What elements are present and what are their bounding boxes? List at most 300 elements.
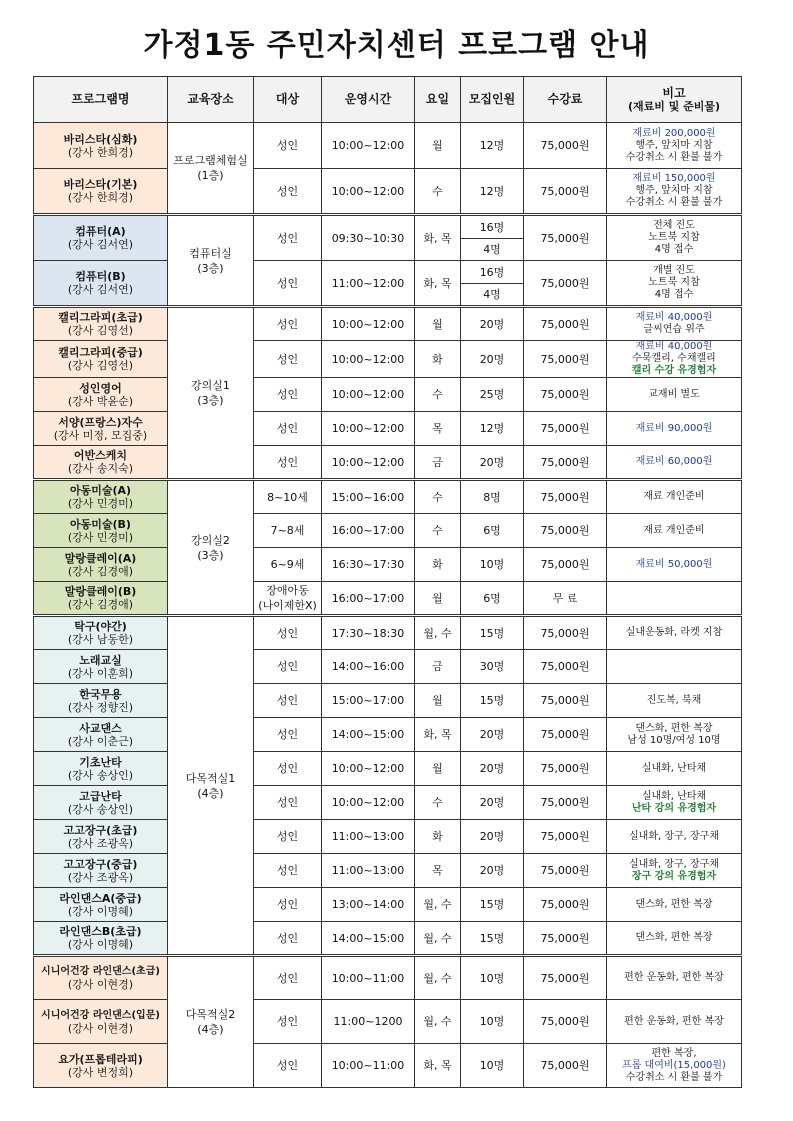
- note-cell: [607, 261, 742, 307]
- time-cell: 10:00~12:00: [322, 169, 415, 215]
- time-cell: 16:00~17:00: [322, 582, 415, 616]
- target-cell: 성인: [254, 922, 322, 956]
- target-cell: 6~9세: [254, 548, 322, 582]
- program-name: 바리스타(기본): [63, 178, 138, 191]
- program-name-cell: [34, 616, 168, 650]
- note-cell: [607, 480, 742, 514]
- note-line: 노트북 지참: [648, 277, 700, 288]
- table-row: [34, 480, 742, 514]
- target-text: 장애아동 (나이제한X): [258, 584, 317, 612]
- capacity-value: 10명: [479, 558, 505, 571]
- program-teacher: (강사 한희경): [67, 191, 134, 204]
- program-teacher: (강사 송지숙): [67, 462, 134, 475]
- program-name-cell: [34, 684, 168, 718]
- capacity-cell: [461, 261, 524, 307]
- capacity-value: 20명: [479, 864, 505, 877]
- note-line: 편한 운동화, 편한 복장: [624, 1015, 724, 1027]
- capacity-cell: [461, 684, 524, 718]
- table-header: [34, 77, 742, 123]
- table-row: [34, 548, 742, 582]
- capacity-value: 30명: [479, 660, 505, 673]
- fee-cell: 75,000원: [524, 1044, 607, 1088]
- header-time: 운영시간: [322, 77, 415, 123]
- fee-cell: 75,000원: [524, 169, 607, 215]
- day-cell: 수: [415, 786, 461, 820]
- capacity-value: 20명: [479, 352, 505, 366]
- time-cell: 11:00~12:00: [322, 261, 415, 307]
- program-name: 고고장구(중급): [63, 857, 138, 871]
- target-cell: 성인: [254, 888, 322, 922]
- time-cell: 10:00~12:00: [322, 752, 415, 786]
- capacity-cell: [461, 616, 524, 650]
- capacity-value: 10명: [479, 1059, 505, 1072]
- note-cell: [607, 169, 742, 215]
- target-cell: [254, 582, 322, 616]
- capacity-cell: [461, 922, 524, 956]
- table-row: [34, 169, 742, 215]
- target-cell: 성인: [254, 956, 322, 1000]
- fee-cell: 75,000원: [524, 215, 607, 261]
- fee-cell: 75,000원: [524, 718, 607, 752]
- capacity-cell: [461, 752, 524, 786]
- day-cell: 금: [415, 650, 461, 684]
- capacity-value: 6명: [483, 591, 501, 605]
- table-row: [34, 718, 742, 752]
- time-cell: 14:00~15:00: [322, 718, 415, 752]
- day-cell: 화, 목: [415, 215, 461, 261]
- place-text: (1층): [197, 169, 224, 182]
- fee-cell: 75,000원: [524, 548, 607, 582]
- page-title: 가정1동 주민자치센터 프로그램 안내: [143, 28, 650, 63]
- note-line: 수묵캘리, 수채캘리: [632, 353, 716, 364]
- note-cell: [607, 341, 742, 378]
- fee-cell: 75,000원: [524, 123, 607, 169]
- time-cell: 14:00~16:00: [322, 650, 415, 684]
- capacity-cell: [461, 1044, 524, 1088]
- program-name: 말랑클레이(A): [64, 551, 137, 565]
- fee-cell: 75,000원: [524, 514, 607, 548]
- fee-cell: 75,000원: [524, 922, 607, 956]
- table-row: [34, 215, 742, 261]
- table-row: [34, 582, 742, 616]
- capacity-value: 20명: [479, 796, 505, 809]
- program-name-cell: [34, 888, 168, 922]
- target-cell: 성인: [254, 752, 322, 786]
- fee-cell: 75,000원: [524, 684, 607, 718]
- note-line: 재료비 50,000원: [635, 558, 713, 570]
- fee-cell: 75,000원: [524, 378, 607, 412]
- time-cell: 10:00~12:00: [322, 412, 415, 446]
- day-cell: 화: [415, 548, 461, 582]
- note-cell: [607, 123, 742, 169]
- capacity-cell: [461, 378, 524, 412]
- program-name: 시니어건강 라인댄스(입문): [41, 1009, 160, 1021]
- program-name: 고급난타: [79, 789, 122, 803]
- program-teacher: (강사 조광옥): [67, 836, 134, 850]
- program-name: 말랑클레이(B): [64, 585, 137, 598]
- capacity-value: 10명: [479, 971, 505, 985]
- capacity-value: 16명: [461, 217, 523, 239]
- capacity-value: 4명: [483, 287, 501, 301]
- target-cell: 성인: [254, 307, 322, 341]
- note-line: 편한 복장,: [651, 1047, 697, 1059]
- note-line: 편한 운동화, 편한 복장: [624, 972, 724, 983]
- target-cell: 성인: [254, 1044, 322, 1088]
- day-cell: 월: [415, 582, 461, 616]
- program-name-cell: [34, 820, 168, 854]
- table-row: [34, 786, 742, 820]
- time-cell: 15:00~16:00: [322, 480, 415, 514]
- table-row: [34, 854, 742, 888]
- capacity-cell: [461, 786, 524, 820]
- target-cell: 성인: [254, 446, 322, 480]
- program-teacher: (강사 남동한): [67, 633, 134, 646]
- table-row: [34, 378, 742, 412]
- note-line: 수강취소 시 환불 불가: [625, 197, 723, 208]
- capacity-value: 15명: [479, 931, 505, 945]
- time-cell: 11:00~1200: [322, 1000, 415, 1044]
- capacity-cell: [461, 123, 524, 169]
- time-cell: 10:00~12:00: [322, 446, 415, 480]
- fee-cell: 75,000원: [524, 412, 607, 446]
- target-cell: 성인: [254, 1000, 322, 1044]
- capacity-cell: [461, 446, 524, 480]
- capacity-value: 16명: [461, 262, 523, 284]
- program-teacher: (강사 박윤순): [67, 394, 134, 408]
- program-name-cell: [34, 412, 168, 446]
- program-name-cell: [34, 123, 168, 169]
- program-teacher: (강사 이훈희): [67, 666, 134, 680]
- program-name: 바리스타(심화): [63, 132, 138, 146]
- capacity-cell: [461, 307, 524, 341]
- place-cell: [168, 616, 254, 956]
- program-name-cell: [34, 650, 168, 684]
- program-name-cell: [34, 752, 168, 786]
- header-fee: 수강료: [524, 77, 607, 123]
- target-cell: 성인: [254, 261, 322, 307]
- program-name: 캘리그라피(중급): [58, 346, 143, 359]
- note-cell: [607, 650, 742, 684]
- day-cell: 화: [415, 820, 461, 854]
- capacity-value: 12명: [479, 422, 505, 435]
- place-text: (4층): [197, 1023, 224, 1036]
- time-cell: 16:30~17:30: [322, 548, 415, 582]
- fee-cell: 75,000원: [524, 854, 607, 888]
- program-name-cell: [34, 446, 168, 480]
- program-teacher: (강사 민경미): [67, 497, 134, 510]
- header-target: 대상: [254, 77, 322, 123]
- header-place: 교육장소: [168, 77, 254, 123]
- program-teacher: (강사 송상인): [67, 802, 134, 816]
- header-program: 프로그램명: [34, 77, 168, 123]
- fee-cell: 75,000원: [524, 1000, 607, 1044]
- note-cell: [607, 1044, 742, 1088]
- table-row: [34, 684, 742, 718]
- note-line: 수강취소 시 환불 불가: [625, 1071, 723, 1083]
- table-row: [34, 446, 742, 480]
- table-row: [34, 922, 742, 956]
- target-cell: 성인: [254, 378, 322, 412]
- capacity-cell: [461, 582, 524, 616]
- program-name: 아동미술(A): [69, 484, 132, 497]
- target-cell: 성인: [254, 718, 322, 752]
- capacity-cell: [461, 650, 524, 684]
- table-row: [34, 123, 742, 169]
- day-cell: 월, 수: [415, 888, 461, 922]
- note-cell: [607, 378, 742, 412]
- table-row: [34, 616, 742, 650]
- program-name: 한국무용: [79, 687, 122, 701]
- day-cell: 화: [415, 341, 461, 378]
- note-line: 재료비 60,000원: [635, 456, 713, 467]
- program-name-cell: [34, 956, 168, 1000]
- place-text: (3층): [197, 394, 224, 407]
- note-cell: [607, 820, 742, 854]
- fee-cell: 75,000원: [524, 261, 607, 307]
- program-teacher: (강사 김서연): [67, 283, 134, 296]
- program-teacher: (강사 김서연): [67, 238, 134, 251]
- time-cell: 10:00~12:00: [322, 123, 415, 169]
- note-cell: [607, 888, 742, 922]
- day-cell: 월: [415, 307, 461, 341]
- note-line: 댄스화, 편한 복장: [635, 932, 713, 943]
- place-cell: [168, 215, 254, 307]
- note-cell: [607, 616, 742, 650]
- time-cell: 17:30~18:30: [322, 616, 415, 650]
- capacity-value: 20명: [479, 728, 505, 741]
- target-cell: 성인: [254, 616, 322, 650]
- note-line: 진도복, 북채: [646, 694, 702, 706]
- program-name-cell: [34, 169, 168, 215]
- note-line: 실내화, 장구, 장구채: [629, 858, 719, 870]
- program-teacher: (강사 이춘근): [67, 734, 134, 748]
- place-text: 강의실1: [191, 379, 230, 392]
- target-cell: 성인: [254, 786, 322, 820]
- note-line: 수강취소 시 환불 불가: [625, 151, 723, 163]
- capacity-value: 25명: [479, 388, 505, 401]
- note-line: 실내운동화, 라켓 지참: [625, 627, 723, 638]
- target-cell: 8~10세: [254, 480, 322, 514]
- program-name: 캘리그라피(초급): [58, 311, 143, 324]
- note-line: 재료비 90,000원: [635, 422, 713, 434]
- capacity-cell: [461, 854, 524, 888]
- capacity-cell: [461, 169, 524, 215]
- day-cell: 월, 수: [415, 1000, 461, 1044]
- program-name: 성인영어: [79, 381, 122, 395]
- program-name-cell: [34, 341, 168, 378]
- place-text: 프로그램체험실: [173, 154, 248, 167]
- table-row: [34, 752, 742, 786]
- target-cell: 성인: [254, 215, 322, 261]
- program-name: 기초난타: [79, 755, 122, 769]
- program-teacher: (강사 조광옥): [67, 870, 134, 884]
- program-name-cell: [34, 582, 168, 616]
- capacity-value: 10명: [479, 1015, 505, 1028]
- table-row: [34, 307, 742, 341]
- target-cell: 성인: [254, 123, 322, 169]
- day-cell: 목: [415, 412, 461, 446]
- fee-cell: 75,000원: [524, 480, 607, 514]
- place-text: (3층): [197, 548, 224, 562]
- table-row: [34, 888, 742, 922]
- program-name-cell: [34, 854, 168, 888]
- time-cell: 10:00~11:00: [322, 956, 415, 1000]
- program-name: 아동미술(B): [70, 517, 131, 531]
- program-teacher: (강사 민경미): [67, 530, 134, 544]
- program-teacher: (강사 정향진): [67, 700, 134, 714]
- capacity-cell: [461, 215, 524, 261]
- program-name-cell: [34, 378, 168, 412]
- day-cell: 월: [415, 123, 461, 169]
- program-name-cell: [34, 261, 168, 307]
- program-name-cell: [34, 1000, 168, 1044]
- program-teacher: (강사 김영선): [67, 359, 134, 372]
- capacity-value: 12명: [479, 184, 505, 198]
- table-body: [34, 123, 742, 1088]
- note-line: 캘리 수강 유경험자: [631, 365, 717, 376]
- place-cell: [168, 480, 254, 616]
- day-cell: 월, 수: [415, 922, 461, 956]
- header-note: [607, 77, 742, 123]
- note-line: 행주, 앞치마 지참: [635, 185, 713, 196]
- note-line: 남성 10명/여성 10명: [627, 734, 721, 746]
- day-cell: 수: [415, 480, 461, 514]
- capacity-value: 20명: [479, 762, 505, 775]
- program-name: 서양(프랑스)자수: [58, 415, 143, 429]
- note-cell: [607, 446, 742, 480]
- day-cell: 수: [415, 514, 461, 548]
- time-cell: 10:00~12:00: [322, 786, 415, 820]
- note-line: 재료비 40,000원: [635, 312, 713, 323]
- capacity-value: 8명: [483, 490, 501, 504]
- program-name-cell: [34, 786, 168, 820]
- program-name-cell: [34, 718, 168, 752]
- program-teacher: (강사 송상인): [67, 768, 134, 782]
- table-row: [34, 412, 742, 446]
- note-line: 실내화, 난타채: [641, 790, 707, 802]
- day-cell: 월: [415, 684, 461, 718]
- note-line: 난타 강의 유경험자: [631, 802, 717, 814]
- capacity-value: 4명: [483, 242, 501, 256]
- table-row: [34, 650, 742, 684]
- capacity-value: 15명: [479, 694, 505, 707]
- day-cell: 금: [415, 446, 461, 480]
- capacity-cell: [461, 412, 524, 446]
- day-cell: 월, 수: [415, 616, 461, 650]
- target-cell: 성인: [254, 341, 322, 378]
- fee-cell: 75,000원: [524, 616, 607, 650]
- table-row: [34, 341, 742, 378]
- capacity-cell: [461, 820, 524, 854]
- place-text: 강의실2: [191, 533, 230, 547]
- place-text: (3층): [197, 261, 224, 275]
- program-teacher: (강사 변정희): [67, 1065, 134, 1079]
- note-line: 재료비 40,000원: [635, 341, 713, 352]
- capacity-cell: [461, 548, 524, 582]
- fee-cell: 75,000원: [524, 888, 607, 922]
- day-cell: 화, 목: [415, 261, 461, 307]
- table-row: [34, 1044, 742, 1088]
- time-cell: 10:00~12:00: [322, 341, 415, 378]
- program-name: 컴퓨터(A): [75, 225, 126, 238]
- place-cell: [168, 956, 254, 1088]
- program-teacher: (강사 김영선): [67, 324, 134, 337]
- program-name-cell: [34, 215, 168, 261]
- fee-cell: 75,000원: [524, 956, 607, 1000]
- fee-cell: 75,000원: [524, 341, 607, 378]
- note-line: 재료비 200,000원: [632, 127, 716, 139]
- target-cell: 성인: [254, 820, 322, 854]
- program-name: 시니어건강 라인댄스(초급): [41, 966, 160, 977]
- day-cell: 수: [415, 378, 461, 412]
- program-teacher: (강사 이현경): [67, 1021, 134, 1035]
- program-teacher: (강사 이명혜): [67, 938, 134, 951]
- header-capacity: 모집인원: [461, 77, 524, 123]
- capacity-cell: [461, 514, 524, 548]
- program-name: 컴퓨터(B): [75, 270, 126, 283]
- capacity-value: 12명: [479, 139, 505, 152]
- time-cell: 15:00~17:00: [322, 684, 415, 718]
- place-cell: [168, 307, 254, 480]
- program-teacher: (강사 한희경): [67, 145, 134, 159]
- time-cell: 16:00~17:00: [322, 514, 415, 548]
- note-cell: [607, 786, 742, 820]
- time-cell: 11:00~13:00: [322, 854, 415, 888]
- program-name-cell: [34, 548, 168, 582]
- program-name-cell: [34, 1044, 168, 1088]
- time-cell: 10:00~12:00: [322, 307, 415, 341]
- note-line: 프롭 대여비(15,000원): [622, 1059, 726, 1071]
- program-name: 라인댄스B(초급): [59, 925, 142, 938]
- target-cell: 성인: [254, 854, 322, 888]
- program-teacher: (강사 이명혜): [67, 904, 134, 918]
- capacity-value: 20명: [479, 317, 505, 331]
- day-cell: 목: [415, 854, 461, 888]
- program-name-cell: [34, 307, 168, 341]
- place-text: (4층): [197, 786, 224, 800]
- program-name-cell: [34, 480, 168, 514]
- capacity-cell: [461, 480, 524, 514]
- fee-cell: 무 료: [524, 582, 607, 616]
- target-cell: 성인: [254, 650, 322, 684]
- note-line: 글씨연습 위주: [643, 324, 705, 335]
- note-cell: [607, 307, 742, 341]
- time-cell: 14:00~15:00: [322, 922, 415, 956]
- time-cell: 10:00~11:00: [322, 1044, 415, 1088]
- note-cell: [607, 854, 742, 888]
- note-cell: [607, 956, 742, 1000]
- time-cell: 09:30~10:30: [322, 215, 415, 261]
- note-cell: [607, 412, 742, 446]
- note-line: 실내화, 난타채: [641, 762, 707, 774]
- capacity-value: 20명: [479, 830, 505, 843]
- capacity-cell: [461, 956, 524, 1000]
- capacity-cell: [461, 718, 524, 752]
- capacity-value: 15명: [479, 626, 505, 640]
- note-line: 장구 강의 유경험자: [631, 870, 717, 882]
- note-cell: [607, 1000, 742, 1044]
- fee-cell: 75,000원: [524, 446, 607, 480]
- program-teacher: (강사 김경애): [67, 564, 134, 578]
- place-text: 컴퓨터실: [189, 246, 232, 260]
- table-row: [34, 956, 742, 1000]
- note-cell: [607, 718, 742, 752]
- note-line: 노트북 지참: [648, 232, 700, 243]
- header-note-sub: (재료비 및 준비물): [627, 99, 721, 113]
- note-line: 행주, 앞치마 지참: [635, 139, 713, 151]
- note-cell: [607, 215, 742, 261]
- capacity-cell: [461, 1000, 524, 1044]
